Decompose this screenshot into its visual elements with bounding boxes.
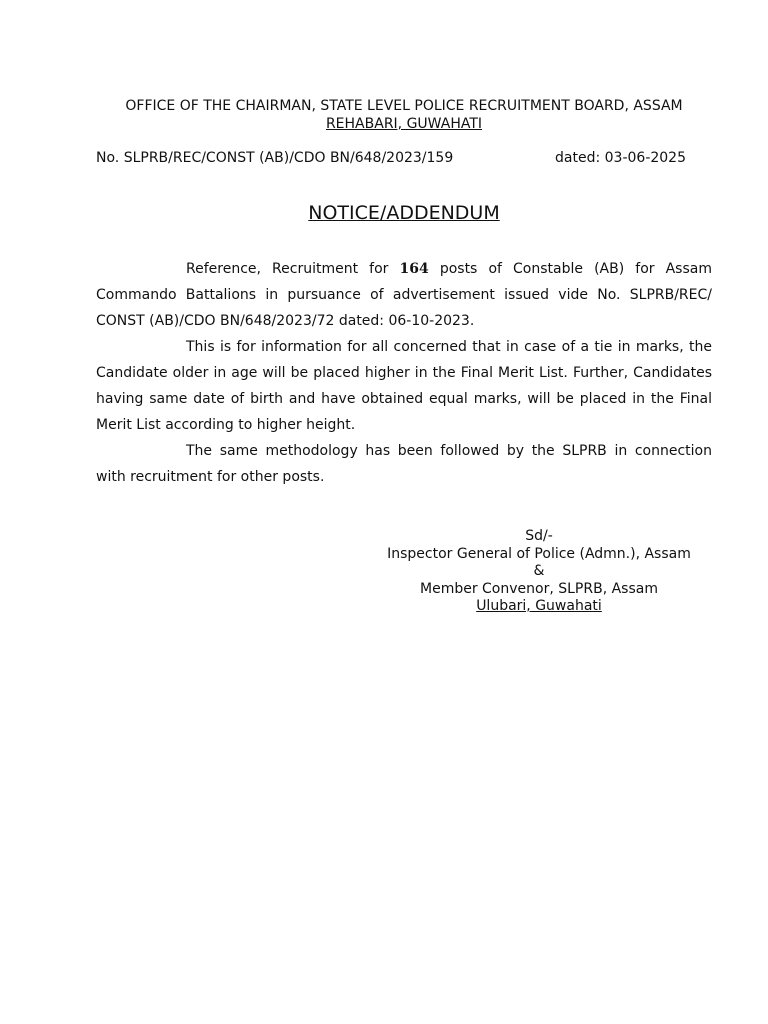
reference-number: No. SLPRB/REC/CONST (AB)/CDO BN/648/2023/159 [96,150,454,166]
signature-sd: Sd/- [525,528,553,544]
signature-designation-convenor: Member Convenor, SLPRB, Assam [420,580,658,597]
location-line: REHABARI, GUWAHATI [325,116,483,132]
office-location [96,116,712,132]
signature-place-text: Ulubari, Guwahati [476,598,602,614]
reference-date: dated: 03-06-2025 [555,150,686,166]
signature-place [370,598,708,616]
paragraph-information: This is for information for all concerned that in case of a tie in marks, the Candidate older in age will be placed higher in the Final Merit List. Further, Candidates having same date of birth and have obtained equal marks, will be placed in the Final Merit List according to higher height. [96,339,712,433]
notice-body [96,256,712,490]
reference-row [96,150,686,166]
signature-designation-igp: Inspector General of Police (Admn.), Assam [387,545,691,562]
paragraph-reference [96,256,712,334]
office-heading [96,98,712,114]
signature-block [370,528,708,616]
paragraph-reference-text-start: Reference, Recruitment for [186,261,400,277]
office-line: OFFICE OF THE CHAIRMAN, STATE LEVEL POLICE RECRUITMENT BOARD, ASSAM [125,98,683,114]
paragraph-reference-text-end: posts of Constable (AB) for Assam Commando Battalions in pursuance of advertisement issued vide No. SLPRB/REC/ CONST (AB)/CDO BN/648/2023/72 dated: 06-10-2023. [96,261,712,329]
paragraph-methodology: The same methodology has been followed by the SLPRB in connection with recruitment for other posts. [96,443,712,485]
signature-ampersand: & [533,563,545,579]
notice-title: NOTICE/ADDENDUM [308,202,500,224]
posts-count: 164 [399,261,429,277]
